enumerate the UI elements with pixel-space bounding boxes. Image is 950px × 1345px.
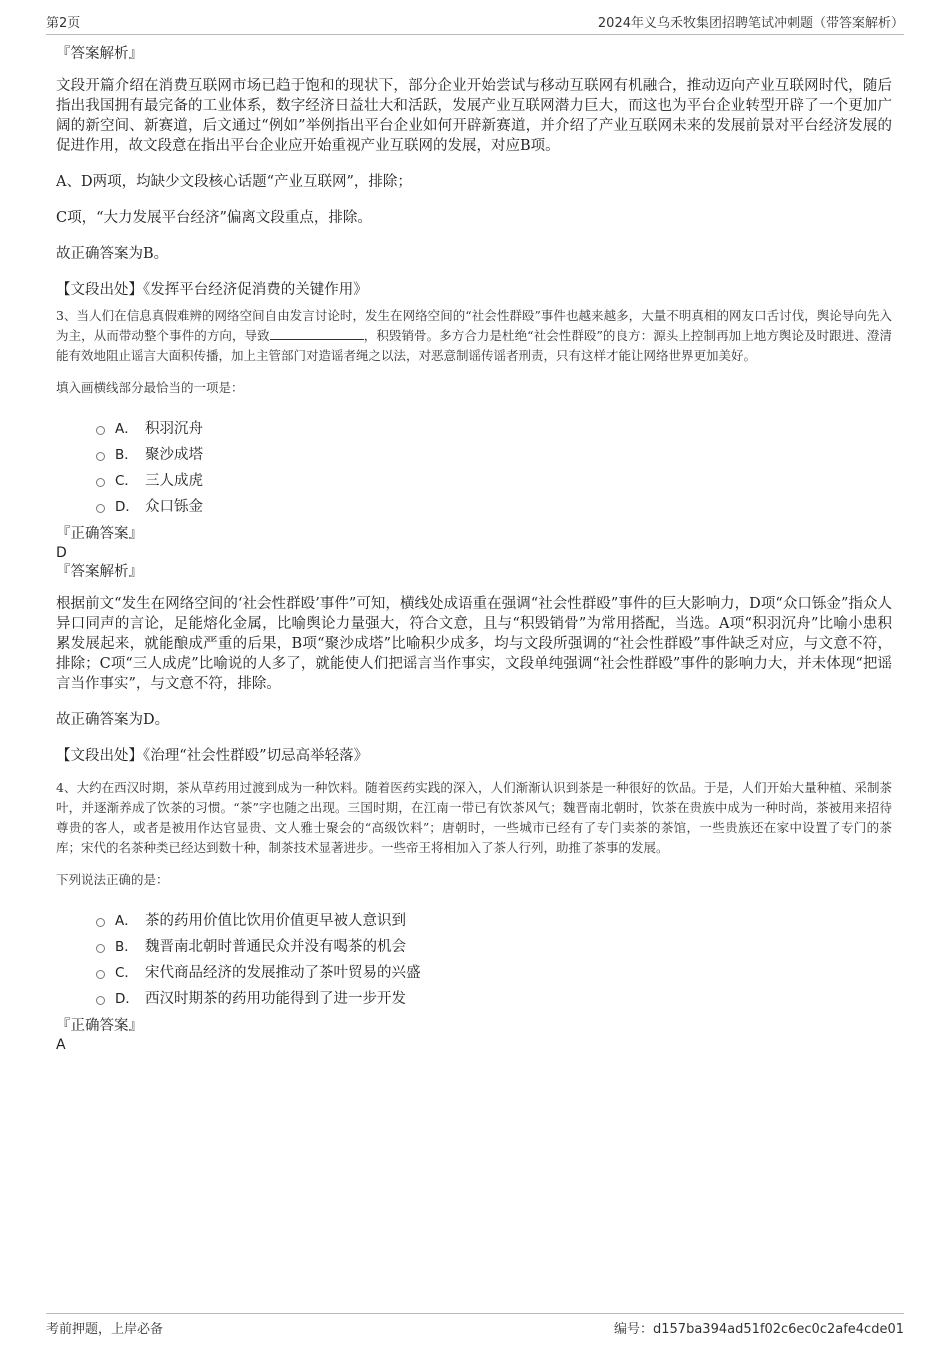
page-header [46,12,904,35]
correct-answer: A [56,1037,66,1053]
page-number: 第2页 [46,16,81,31]
option-text: 三人成虎 [145,472,203,489]
radio-icon[interactable] [96,426,105,435]
code-value: d157ba394ad51f02c6ec0c2afe4cde01 [653,1322,904,1337]
analysis-note: A、D两项，均缺少文段核心话题“产业互联网”，排除； [56,174,412,190]
question-text-after: ，积毁销骨。多方合力是杜绝“社会性群殴”的良方：源头上控制再加上地方舆论及时跟进、澄清能有效地阻止谣言大面积传播，加上主管部门对造谣者绳之以法，对恶意制谣传谣者刑责，只有这样才能让网络世界更加美好。 [56,328,892,363]
option-a[interactable] [56,906,892,932]
option-text: 积羽沉舟 [145,420,203,437]
option-text: 茶的药用价值比饮用价值更早被人意识到 [145,912,406,929]
option-text: 西汉时期茶的药用功能得到了进一步开发 [145,990,406,1007]
option-letter: B． [115,447,138,463]
document-title: 2024年义乌禾牧集团招聘笔试冲刺题（带答案解析） [597,16,904,31]
radio-icon[interactable] [96,996,105,1005]
option-d[interactable] [56,492,892,518]
correct-answer: D [56,545,67,561]
source-citation: 【文段出处】《发挥平台经济促消费的关键作用》 [56,282,368,298]
radio-icon[interactable] [96,970,105,979]
option-d[interactable] [56,984,892,1010]
analysis-label: 『答案解析』 [56,564,143,580]
option-b[interactable] [56,932,892,958]
option-letter: A． [115,913,138,929]
option-b[interactable] [56,440,892,466]
question-text [56,306,892,366]
radio-icon[interactable] [96,944,105,953]
analysis-note: C项，“大力发展平台经济”偏离文段重点，排除。 [56,210,372,226]
option-letter: D． [115,499,139,515]
answer-conclusion: 故正确答案为B。 [56,246,169,262]
question-prompt: 填入画横线部分最恰当的一项是： [56,380,244,395]
question-text: 4、大约在西汉时期，茶从草药用过渡到成为一种饮料。随着医药实践的深入，人们渐渐认识到茶是一种很好的饮品。于是，人们开始大量种植、采制茶叶，并逐渐养成了饮茶的习惯。“茶”字也随之出现。三国时期，在江南一带已有饮茶风气；魏晋南北朝时，饮茶在贵族中成为一种时尚，茶被用来招待尊贵的客人，或者是被用作达官显贵、文人雅士聚会的“高级饮料”；唐朝时，一些城市已经有了专门卖茶的茶馆，一些贵族还在家中设置了专门的茶库；宋代的名茶种类已经达到数十种，制茶技术显著进步。一些帝王将相加入了茶人行列，助推了茶事的发展。 [56,780,892,855]
option-text: 魏晋南北朝时普通民众并没有喝茶的机会 [145,938,406,955]
page-content [56,44,892,1054]
answer-conclusion: 故正确答案为D。 [56,712,170,728]
analysis-text: 文段开篇介绍在消费互联网市场已趋于饱和的现状下，部分企业开始尝试与移动互联网有机融合，推动迈向产业互联网时代，随后指出我国拥有最完备的工业体系，数字经济日益壮大和活跃，发展产业互联网潜力巨大，而这也为平台企业转型开辟了一个更加广阔的新空间、新赛道，后文通过“例如”举例指出平台企业如何开辟新赛道，并介绍了产业互联网未来的发展前景对平台经济发展的促进作用，故文段意在指出平台企业应开始重视产业互联网的发展，对应B项。 [56,78,892,154]
option-letter: C． [115,473,138,489]
radio-icon[interactable] [96,452,105,461]
option-letter: A． [115,421,138,437]
source-citation: 【文段出处】《治理“社会性群殴”切忌高举轻落》 [56,748,369,764]
analysis-label: 『答案解析』 [56,46,143,62]
option-text: 聚沙成塔 [145,446,203,463]
correct-answer-label: 『正确答案』 [56,526,143,542]
option-a[interactable] [56,414,892,440]
option-letter: B． [115,939,138,955]
option-letter: D． [115,991,139,1007]
option-c[interactable] [56,466,892,492]
option-text: 众口铄金 [145,498,203,515]
option-c[interactable] [56,958,892,984]
correct-answer-label: 『正确答案』 [56,1018,143,1034]
code-label: 编号： [614,1322,654,1337]
radio-icon[interactable] [96,504,105,513]
option-list [56,414,892,518]
question-prompt: 下列说法正确的是： [56,872,169,887]
option-list [56,906,892,1010]
document-code [614,1318,904,1337]
option-text: 宋代商品经济的发展推动了茶叶贸易的兴盛 [145,964,421,981]
page-footer [46,1313,904,1337]
option-letter: C． [115,965,138,981]
radio-icon[interactable] [96,918,105,927]
fill-blank [270,326,364,340]
radio-icon[interactable] [96,478,105,487]
analysis-text: 根据前文“发生在网络空间的‘社会性群殴’事件”可知，横线处成语重在强调“社会性群殴”事件的巨大影响力，D项“众口铄金”指众人异口同声的言论，足能熔化金属，比喻舆论力量强大，符合文意，且与“积毁销骨”为常用搭配，当选。A项“积羽沉舟”比喻小患积累发展起来，就能酿成严重的后果，B项“聚沙成塔”比喻积少成多，均与文段所强调的“社会性群殴”事件缺乏对应，与文意不符，排除；C项“三人成虎”比喻说的人多了，就能使人们把谣言当作事实，文段单纯强调“社会性群殴”事件的影响力大，并未体现“把谣言当作事实”，与文意不符，排除。 [56,596,892,692]
footer-slogan: 考前押题，上岸必备 [46,1322,164,1337]
question-text-before: 3、当人们在信息真假难辨的网络空间自由发言讨论时，发生在网络空间的“社会性群殴”事件也越来越多，大量不明真相的网友口舌讨伐，舆论导向先入为主，从而带动整个事件的方向，导致 [56,308,892,343]
